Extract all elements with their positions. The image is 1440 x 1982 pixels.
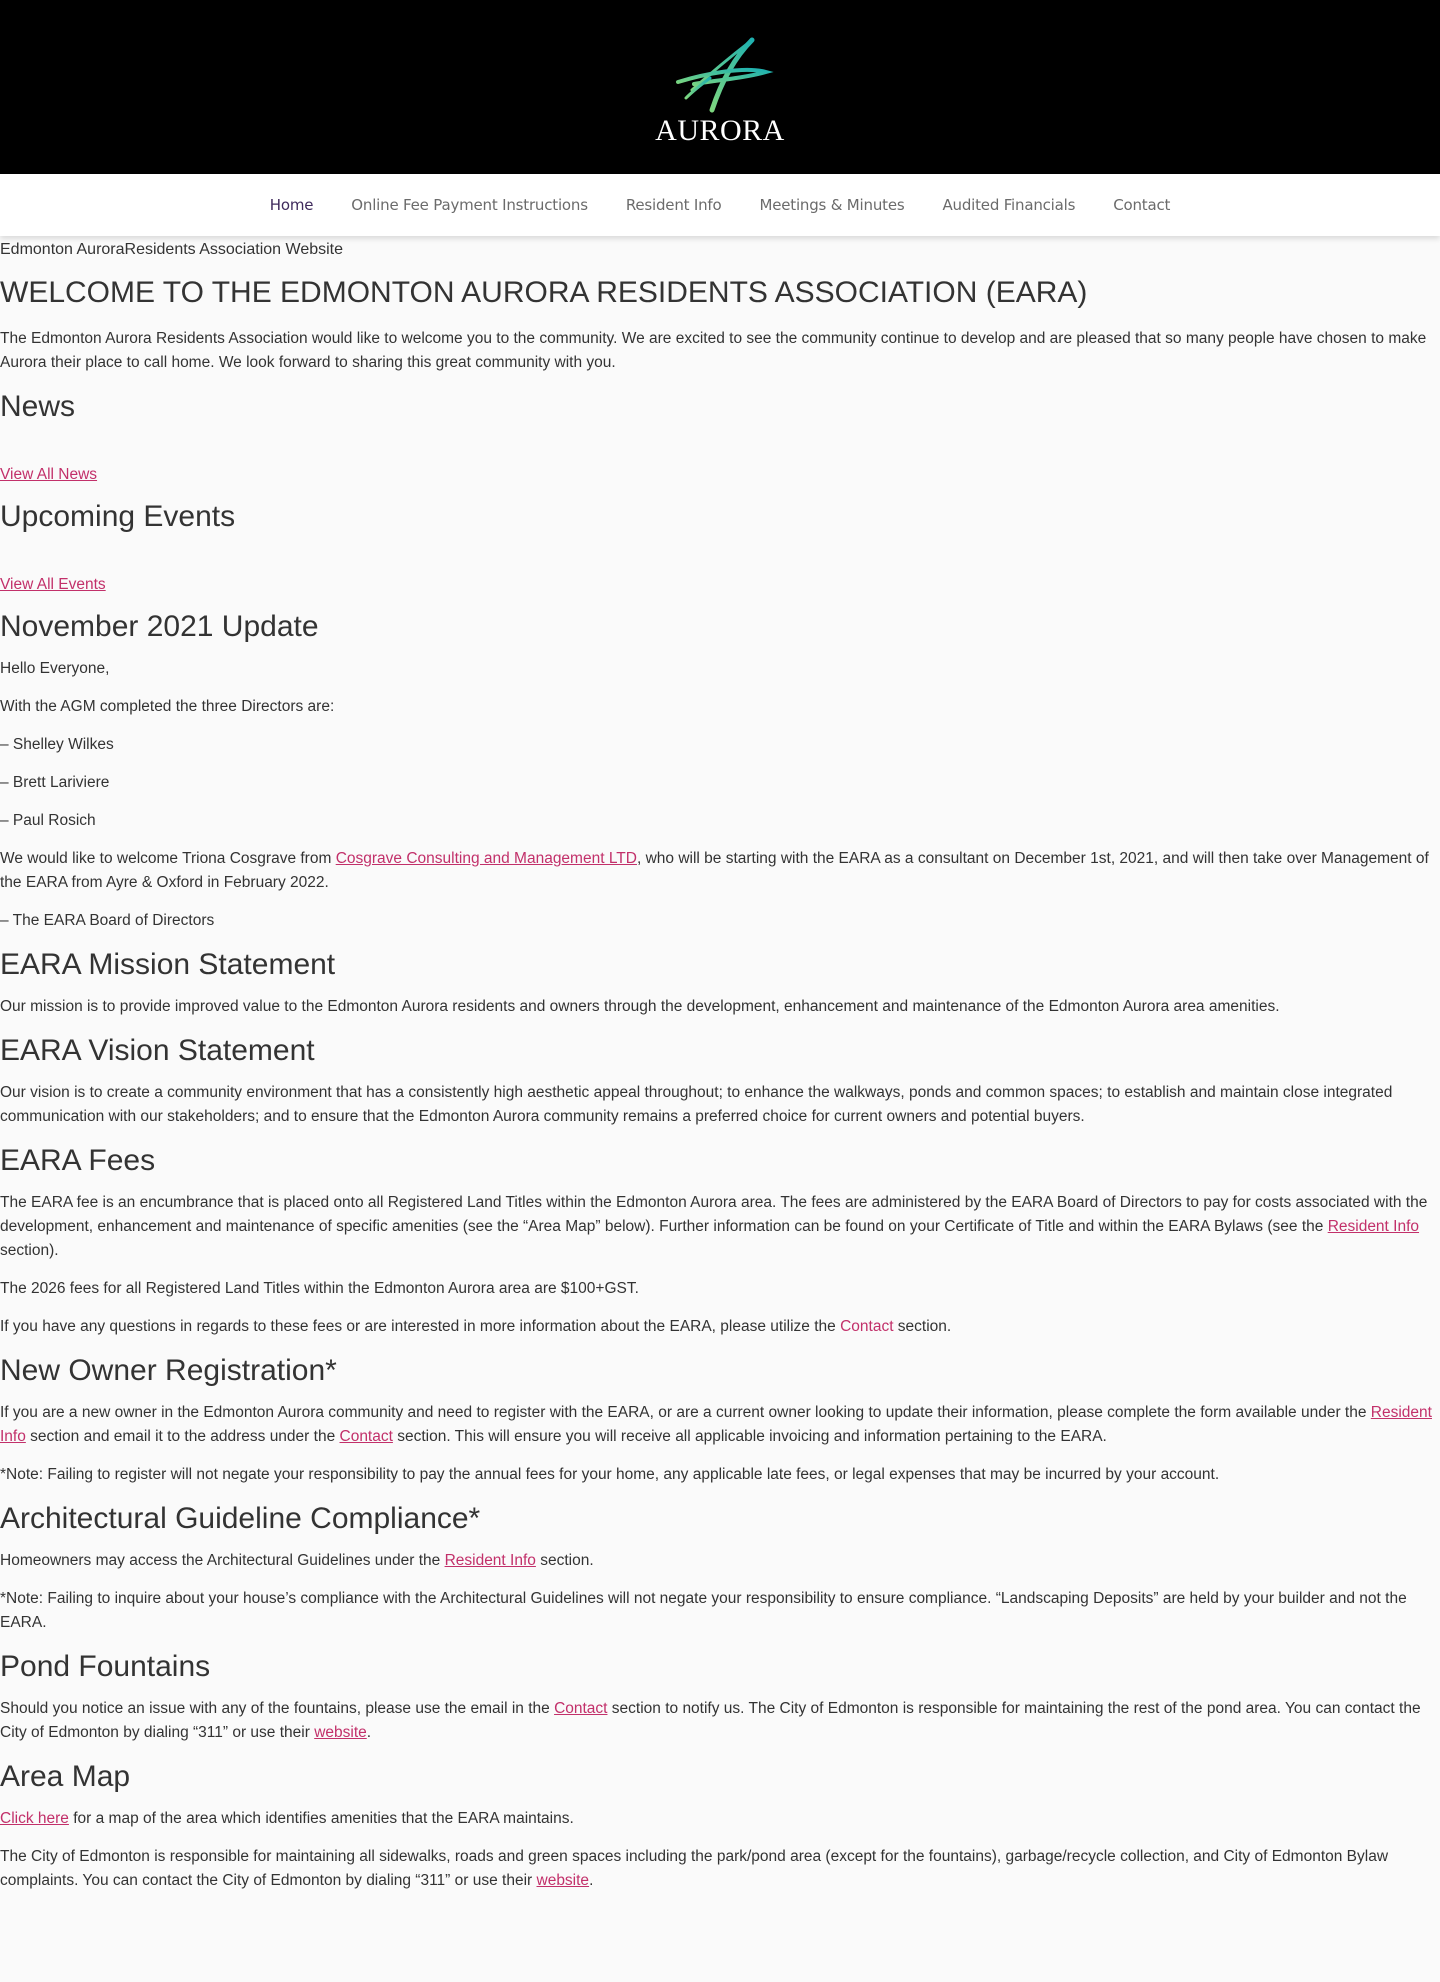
mission-title: EARA Mission Statement [0, 948, 336, 981]
fees-contact [0, 1315, 1440, 1339]
text: If you have any questions in regards to these fees or are interested in more information about the EARA, please utilize the [0, 1318, 841, 1335]
city-website-link[interactable]: website [314, 1724, 367, 1741]
update-welcome [0, 847, 1440, 895]
news-title: News [0, 390, 76, 423]
update-intro: With the AGM completed the three Directors are: [0, 698, 335, 715]
architectural-note: *Note: Failing to inquire about your house’s compliance with the Architectural Guidelines will not negate your responsibility to ensure compliance. “Landscaping Deposits” are held by your builder and not the EARA. [0, 1590, 1407, 1631]
nav-item-contact[interactable]: Contact [1113, 196, 1171, 214]
contact-link[interactable]: Contact [840, 1318, 894, 1335]
text: section. [535, 1552, 594, 1569]
cosgrave-consulting-link[interactable]: Cosgrave Consulting and Management LTD [335, 850, 637, 867]
fountains-title: Pond Fountains [0, 1650, 211, 1683]
mission-body: Our mission is to provide improved value to the Edmonton Aurora residents and owners through the development, enhancement and maintenance of the Edmonton Aurora area amenities. [0, 998, 1280, 1015]
nav-item-resident-info[interactable]: Resident Info [625, 196, 722, 214]
registration-body [0, 1401, 1440, 1449]
director-item: – Paul Rosich [0, 812, 96, 829]
nav-item-audited-financials[interactable]: Audited Financials [942, 196, 1076, 214]
city-website-link[interactable]: website [536, 1872, 590, 1889]
welcome-body: The Edmonton Aurora Residents Association would like to welcome you to the community. We are excited to see the community continue to develop and are pleased that so many people have chosen to make Aurora their place to call home. We look forward to sharing this great community with you. [0, 330, 1427, 371]
area-map-city-info [0, 1845, 1440, 1893]
site-header [0, 0, 1440, 174]
text: section. [893, 1318, 952, 1335]
text: . [366, 1724, 372, 1741]
text: We would like to welcome Triona Cosgrave from [0, 850, 336, 867]
area-map-title: Area Map [0, 1760, 131, 1793]
update-signoff: – The EARA Board of Directors [0, 912, 215, 929]
text: The EARA fee is an encumbrance that is placed onto all Registered Land Titles within the Edmonton Aurora area. The fees are administered by the EARA Board of Directors to pay for costs associated with the development, enhancement and maintenance of specific amenities (see the “Area Map” below). Further information can be found on your Certificate of Title and within the EARA Bylaws (see the [0, 1194, 1428, 1235]
registration-note: *Note: Failing to register will not negate your responsibility to pay the annual fees for your home, any applicable late fees, or legal expenses that may be incurred by your account. [0, 1466, 1220, 1483]
view-all-events-link[interactable]: View All Events [0, 576, 106, 593]
nav-item-meetings-minutes[interactable]: Meetings & Minutes [759, 196, 905, 214]
welcome-title: WELCOME TO THE EDMONTON AURORA RESIDENTS ASSOCIATION (EARA) [0, 276, 1088, 309]
main-content [0, 239, 1440, 1893]
text: section. This will ensure you will receive all applicable invoicing and information pertaining to the EARA. [392, 1428, 1107, 1445]
update-title: November 2021 Update [0, 610, 319, 643]
events-list-empty [0, 547, 1440, 573]
fees-description [0, 1191, 1440, 1263]
aurora-logo[interactable] [655, 28, 785, 146]
fountains-body [0, 1697, 1440, 1745]
site-tagline: Edmonton AuroraResidents Association Website [0, 241, 344, 258]
text: , who will be starting with the EARA as a consultant on December 1st, 2021, and will then take over Management of the EARA from Ayre & Oxford in February 2022. [0, 850, 1429, 891]
view-all-news-link[interactable]: View All News [0, 466, 98, 483]
area-map-click-here-link[interactable]: Click here [0, 1810, 69, 1827]
aurora-a-logo-icon [664, 34, 776, 118]
text: The City of Edmonton is responsible for maintaining all sidewalks, roads and green spaces including the park/pond area (except for the fountains), garbage/recycle collection, and City of Edmonton Bylaw complaints. You can contact the City of Edmonton by dialing “311” or use their [0, 1848, 1389, 1889]
logo-text: AURORA [655, 114, 785, 147]
nav-item-home[interactable]: Home [269, 196, 314, 214]
contact-link[interactable]: Contact [339, 1428, 393, 1445]
nav-item-online-fee-payment[interactable]: Online Fee Payment Instructions [351, 196, 588, 214]
architectural-body [0, 1549, 1440, 1573]
director-item: – Shelley Wilkes [0, 736, 114, 753]
resident-info-link[interactable]: Resident Info [444, 1552, 536, 1569]
text: Should you notice an issue with any of the fountains, please use the email in the [0, 1700, 555, 1717]
text: Homeowners may access the Architectural Guidelines under the [0, 1552, 445, 1569]
main-nav [0, 174, 1440, 236]
text: If you are a new owner in the Edmonton Aurora community and need to register with the EARA, or are a current owner looking to update their information, please complete the form available under the [0, 1404, 1371, 1421]
text: section). [0, 1242, 59, 1259]
text: . [589, 1872, 594, 1889]
text: section and email it to the address under the [25, 1428, 340, 1445]
area-map-link-text [0, 1807, 1440, 1831]
fees-amount: The 2026 fees for all Registered Land Titles within the Edmonton Aurora area are $100+GST. [0, 1280, 639, 1297]
resident-info-link[interactable]: Resident Info [0, 1404, 1432, 1445]
registration-title: New Owner Registration* [0, 1354, 337, 1387]
vision-title: EARA Vision Statement [0, 1034, 315, 1067]
vision-body: Our vision is to create a community environment that has a consistently high aesthetic appeal throughout; to enhance the walkways, ponds and common spaces; to establish and maintain close integrated communication with our stakeholders; and to ensure that the Edmonton Aurora community remains a preferred choice for current owners and potential buyers. [0, 1084, 1393, 1125]
fees-title: EARA Fees [0, 1144, 156, 1177]
contact-link[interactable]: Contact [554, 1700, 608, 1717]
text: for a map of the area which identifies amenities that the EARA maintains. [68, 1810, 574, 1827]
events-title: Upcoming Events [0, 500, 236, 533]
architectural-title: Architectural Guideline Compliance* [0, 1502, 481, 1535]
update-greeting: Hello Everyone, [0, 660, 110, 677]
news-list-empty [0, 437, 1440, 463]
director-item: – Brett Lariviere [0, 774, 110, 791]
resident-info-link[interactable]: Resident Info [1327, 1218, 1420, 1235]
text: section to notify us. The City of Edmonton is responsible for maintaining the rest of the pond area. You can contact the City of Edmonton by dialing “311” or use their [0, 1700, 1421, 1741]
